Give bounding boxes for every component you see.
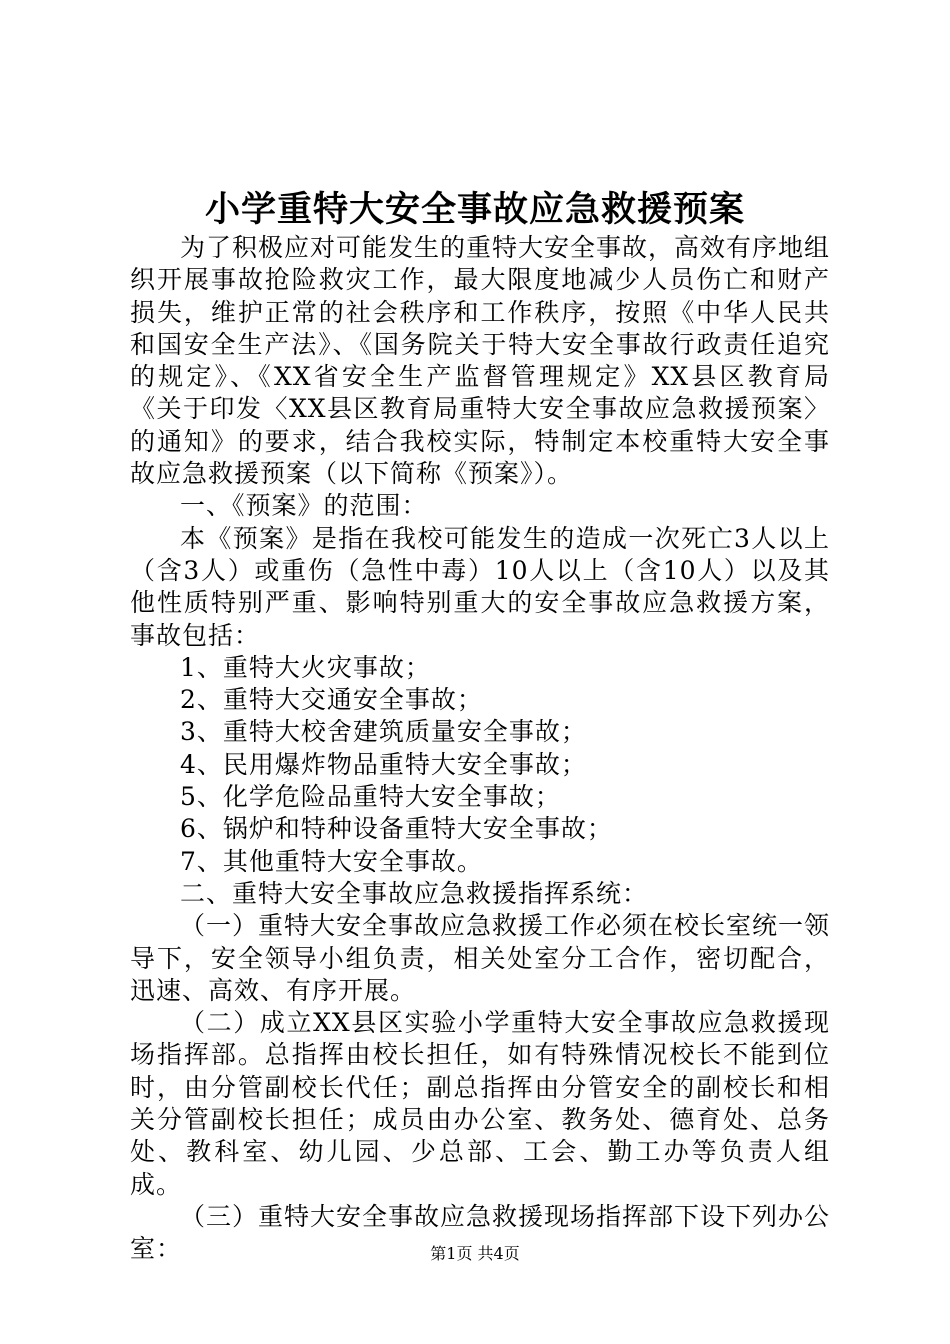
list-item: 4、民用爆炸物品重特大安全事故；: [180, 749, 587, 779]
command-paragraph-1: （一）重特大安全事故应急救援工作必须在校长室统一领导下，安全领导小组负责，相关处室分工合作，密切配合，迅速、高效、有序开展。: [130, 911, 831, 1005]
list-item: 2、重特大交通安全事故；: [180, 685, 483, 715]
list-item: 6、锅炉和特种设备重特大安全事故；: [180, 814, 613, 844]
section-heading-command: 二、重特大安全事故应急救援指挥系统：: [180, 878, 649, 908]
list-item: 3、重特大校舍建筑质量安全事故；: [180, 717, 587, 747]
document-title: 小学重特大安全事故应急救援预案: [204, 189, 745, 230]
command-paragraph-3: （三）重特大安全事故应急救援现场指挥部下设下列办公室：: [130, 1201, 831, 1264]
command-paragraph-2: （二）成立XX县区实验小学重特大安全事故应急救援现场指挥部。总指挥由校长担任，如有特殊情况校长不能到位时，由分管副校长代任；副总指挥由分管安全的副校长和相关分管副校长担任；成员由办公室、教务处、德育处、总务处、教科室、幼儿园、少总部、工会、勤工办等负责人组成。: [130, 1008, 830, 1199]
list-item: 5、化学危险品重特大安全事故；: [180, 782, 561, 812]
page-number-footer: 第1页 共4页: [430, 1244, 520, 1263]
list-item: 7、其他重特大安全事故。: [180, 846, 483, 876]
scope-paragraph: 本《预案》是指在我校可能发生的造成一次死亡3人以上（含3人）或重伤（急性中毒）10人以上（含10人）以及其他性质特别严重、影响特别重大的安全事故应急救援方案，事故包括：: [130, 523, 830, 650]
section-heading-scope: 一、《预案》的范围：: [180, 491, 428, 521]
intro-paragraph: 为了积极应对可能发生的重特大安全事故，高效有序地组织开展事故抢险救灾工作，最大限度地减少人员伤亡和财产损失，维护正常的社会秩序和工作秩序，按照《中华人民共和国安全生产法》、《国务院关于特大安全事故行政责任追究的规定》、《XX省安全生产监督管理规定》XX县区教育局《关于印发〈XX县区教育局重特大安全事故应急救援预案〉的通知》的要求，结合我校实际，特制定本校重特大安全事故应急救援预案（以下简称《预案》）。: [130, 233, 831, 489]
document-body: [130, 232, 830, 1266]
list-item: 1、重特大火灾事故；: [180, 652, 431, 682]
